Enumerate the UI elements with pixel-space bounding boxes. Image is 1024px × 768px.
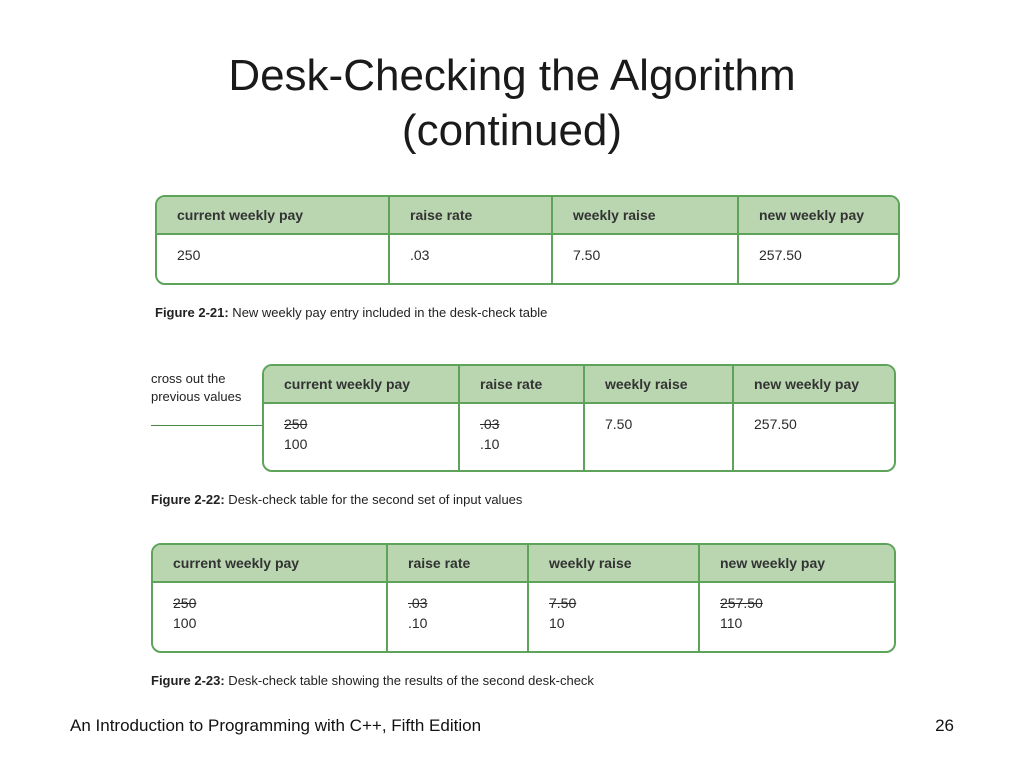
slide-title-line-2: (continued) bbox=[401, 106, 623, 155]
caption-label: Figure 2-23: bbox=[151, 673, 225, 688]
value: 7.50 bbox=[605, 416, 633, 432]
header-new-weekly-pay: new weekly pay bbox=[754, 376, 860, 392]
header-weekly-raise: weekly raise bbox=[529, 545, 700, 581]
value: 257.50 bbox=[754, 416, 797, 432]
value: 7.50 bbox=[573, 247, 601, 263]
table-row bbox=[153, 583, 894, 651]
caption-label: Figure 2-22: bbox=[151, 492, 225, 507]
cell-new-weekly-pay bbox=[739, 235, 898, 283]
cell-weekly-raise bbox=[553, 235, 739, 283]
crossed-out-value: 7.50 bbox=[549, 595, 577, 611]
caption-text: Desk-check table showing the results of the second desk-check bbox=[224, 673, 594, 688]
crossed-out-value: 257.50 bbox=[720, 595, 763, 611]
desk-check-table-fig-2-21 bbox=[155, 195, 900, 285]
footer-book-title: An Introduction to Programming with C++, Fifth Edition bbox=[70, 716, 482, 735]
cell-new-weekly-pay bbox=[700, 583, 894, 651]
table-row bbox=[157, 235, 898, 283]
header-raise-rate: raise rate bbox=[460, 366, 585, 402]
value: .03 bbox=[410, 247, 430, 263]
callout-text: cross out the previous values bbox=[151, 371, 242, 404]
crossed-out-value: .03 bbox=[480, 416, 500, 432]
cell-current-weekly-pay bbox=[157, 235, 390, 283]
header-weekly-raise: weekly raise bbox=[553, 197, 739, 233]
caption-label: Figure 2-21: bbox=[155, 305, 229, 320]
desk-check-table-fig-2-22 bbox=[262, 364, 896, 472]
cell-current-weekly-pay bbox=[153, 583, 388, 651]
table-header-row bbox=[264, 366, 894, 404]
table-header-row bbox=[153, 545, 894, 583]
header-current-weekly-pay: current weekly pay bbox=[153, 545, 388, 581]
cell-current-weekly-pay bbox=[264, 404, 460, 470]
crossed-out-value: .03 bbox=[408, 595, 428, 611]
cell-raise-rate bbox=[390, 235, 553, 283]
value: .10 bbox=[480, 436, 500, 452]
header-new-weekly-pay: new weekly pay bbox=[720, 555, 826, 571]
header-current-weekly-pay: current weekly pay bbox=[157, 197, 390, 233]
value: 10 bbox=[549, 615, 565, 631]
cell-raise-rate bbox=[388, 583, 529, 651]
cell-weekly-raise bbox=[585, 404, 734, 470]
caption-text: New weekly pay entry included in the desk-check table bbox=[228, 305, 548, 320]
figure-caption-2-22 bbox=[151, 492, 522, 507]
cell-new-weekly-pay bbox=[734, 404, 894, 470]
crossed-out-value: 250 bbox=[173, 595, 197, 611]
header-raise-rate: raise rate bbox=[390, 197, 553, 233]
desk-check-table-fig-2-23 bbox=[151, 543, 896, 653]
caption-text: Desk-check table for the second set of input values bbox=[224, 492, 523, 507]
value: 250 bbox=[177, 247, 201, 263]
slide-title-line-1: Desk-Checking the Algorithm bbox=[228, 51, 796, 100]
header-raise-rate: raise rate bbox=[388, 545, 529, 581]
page-number: 26 bbox=[935, 716, 954, 735]
figure-caption-2-23 bbox=[151, 673, 594, 688]
header-weekly-raise: weekly raise bbox=[585, 366, 734, 402]
value: 110 bbox=[720, 615, 743, 631]
value: 100 bbox=[173, 615, 197, 631]
cell-weekly-raise bbox=[529, 583, 700, 651]
cell-raise-rate bbox=[460, 404, 585, 470]
value: 100 bbox=[284, 436, 308, 452]
value: 257.50 bbox=[759, 247, 802, 263]
table-row bbox=[264, 404, 894, 470]
figure-caption-2-21 bbox=[155, 305, 547, 320]
crossed-out-value: 250 bbox=[284, 416, 308, 432]
value: .10 bbox=[408, 615, 428, 631]
slide-title bbox=[0, 48, 1024, 158]
table-header-row bbox=[157, 197, 898, 235]
header-new-weekly-pay: new weekly pay bbox=[759, 207, 865, 223]
header-current-weekly-pay: current weekly pay bbox=[264, 366, 460, 402]
